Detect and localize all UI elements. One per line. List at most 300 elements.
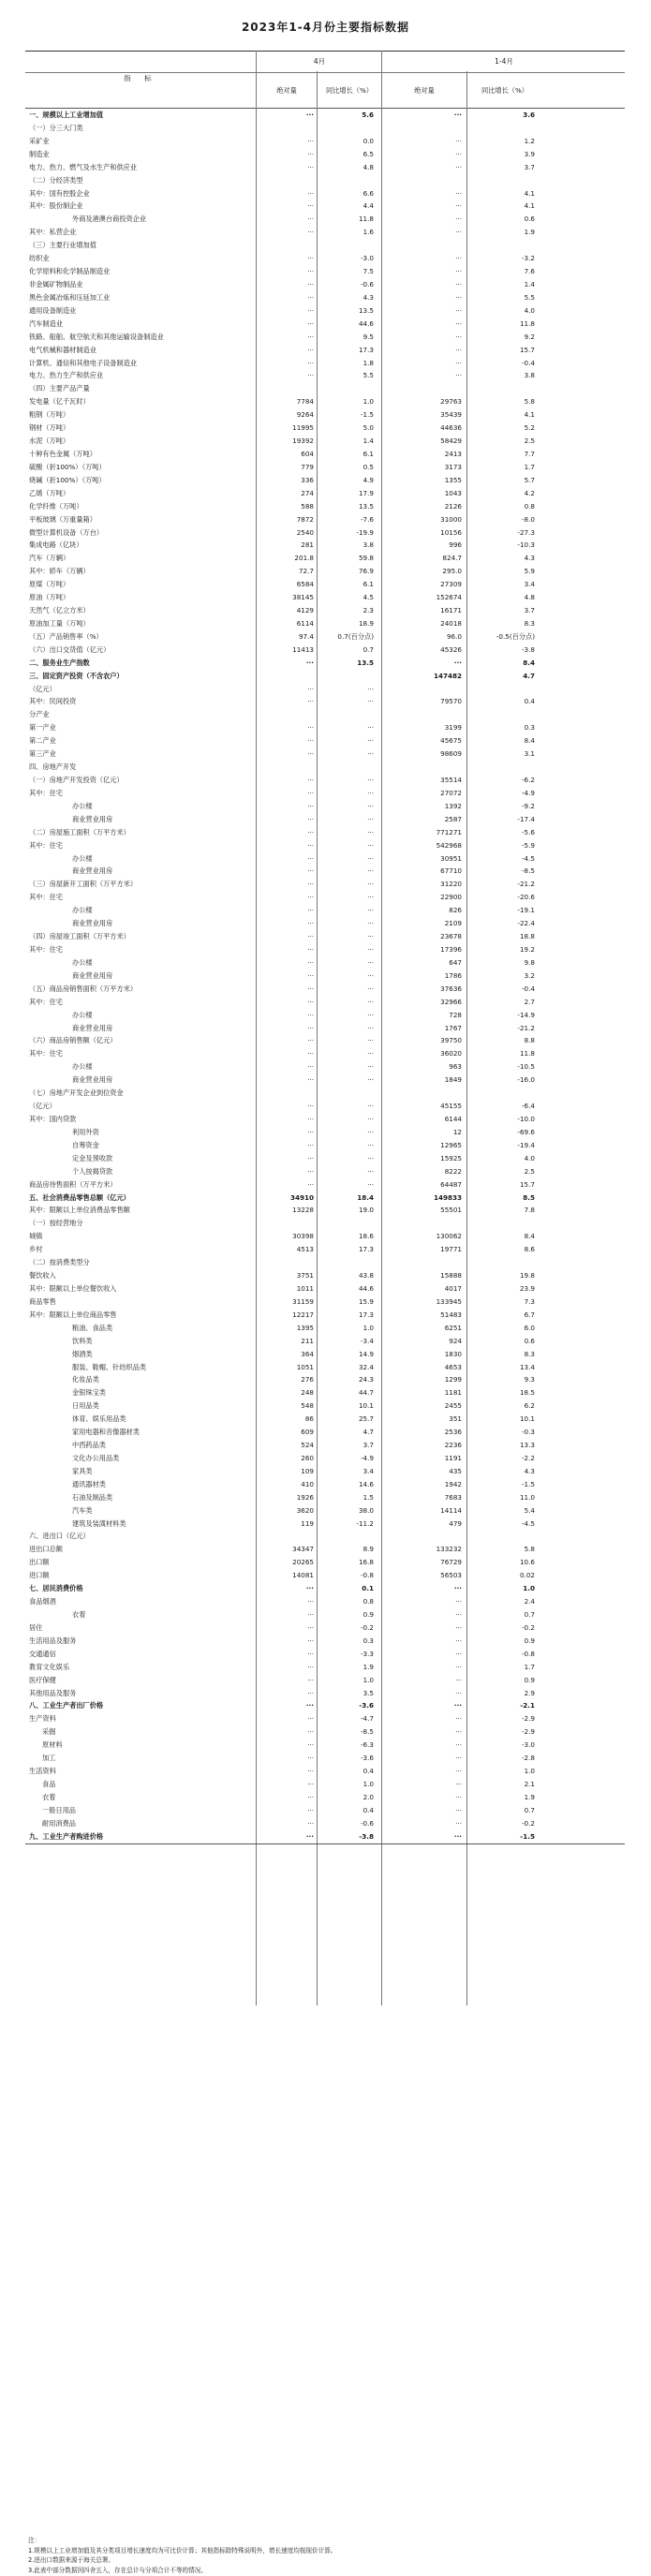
ytd-value: 1299 (444, 1375, 462, 1384)
april-value: 97.4 (298, 631, 314, 641)
ytd-value: 56503 (440, 1571, 462, 1580)
table-row (25, 448, 625, 461)
ytd-value: 963 (449, 1062, 462, 1072)
table-row (25, 813, 625, 826)
april-growth: 19.0 (358, 1206, 374, 1215)
ytd-growth: -9.2 (521, 801, 535, 810)
april-growth: ··· (367, 788, 374, 797)
table-row (25, 487, 625, 500)
april-value: ··· (307, 1140, 314, 1149)
april-value: ··· (307, 1166, 314, 1176)
april-growth: ··· (367, 1036, 374, 1045)
ytd-growth: 2.5 (524, 1166, 535, 1176)
april-value: ··· (307, 318, 314, 328)
april-value: 6584 (296, 580, 314, 589)
table-row (25, 344, 625, 357)
april-growth: 16.8 (358, 1558, 374, 1567)
ytd-value: ··· (455, 267, 462, 276)
ytd-value: ··· (455, 358, 462, 367)
header-indicator: 指 标 (25, 51, 257, 106)
april-value: ··· (307, 1780, 314, 1788)
april-growth: 6.1 (362, 449, 374, 458)
ytd-value: 45326 (440, 644, 462, 654)
ytd-growth: 4.8 (524, 593, 535, 602)
row-label: 第一产业 (29, 723, 56, 733)
ytd-growth: -0.2 (521, 1622, 535, 1632)
row-label: 服装、鞋帽、针纺织品类 (72, 1362, 147, 1371)
row-label: （四）房屋竣工面积（万平方米） (29, 932, 130, 941)
april-growth: 17.3 (358, 1310, 374, 1319)
row-label: 饮料类 (72, 1336, 93, 1345)
april-value: 410 (301, 1479, 314, 1488)
row-label: 商业营业用房 (72, 1023, 113, 1032)
april-growth: -19.9 (356, 527, 374, 537)
april-growth: 15.9 (358, 1296, 374, 1306)
april-value: 4129 (296, 606, 314, 615)
ytd-growth: -20.6 (517, 893, 535, 902)
april-value: ··· (307, 723, 314, 733)
april-value: 1011 (296, 1283, 314, 1293)
april-value: ··· (305, 1831, 314, 1841)
table-row (25, 435, 625, 448)
ytd-value: 2413 (444, 449, 462, 458)
april-growth: 0.4 (362, 1767, 374, 1776)
row-label: 第三产业 (29, 749, 56, 759)
april-growth: 0.1 (362, 1584, 374, 1593)
row-label: 汽车（万辆） (29, 554, 70, 563)
table-row (25, 474, 625, 487)
table-row (25, 683, 625, 696)
april-value: 1926 (296, 1492, 314, 1502)
april-value: ··· (307, 358, 314, 367)
table-row (25, 761, 625, 774)
table-row (25, 1348, 625, 1361)
row-label: 采矿业 (29, 136, 50, 145)
ytd-value: ··· (455, 201, 462, 211)
table-row (25, 422, 625, 435)
row-label: 商品房待售面积（万平方米） (29, 1179, 117, 1189)
april-value: 609 (301, 1428, 314, 1437)
table-row (25, 278, 625, 291)
ytd-growth: 1.9 (524, 228, 535, 237)
ytd-growth: 4.1 (524, 188, 535, 198)
row-label: 办公楼 (72, 906, 93, 915)
april-growth: 3.7 (362, 1441, 374, 1450)
ytd-growth: 18.8 (519, 932, 535, 941)
april-growth: ··· (367, 932, 374, 941)
ytd-value: 2236 (444, 1441, 462, 1450)
ytd-growth: 15.7 (519, 345, 535, 354)
table-row (25, 1243, 625, 1256)
row-label: 平板玻璃（万重量箱） (29, 514, 96, 524)
april-value: ··· (307, 776, 314, 785)
ytd-value: 27309 (440, 580, 462, 589)
table-row (25, 135, 625, 148)
ytd-growth: 0.02 (519, 1571, 535, 1580)
ytd-growth: -4.9 (521, 788, 535, 797)
april-growth: 14.6 (358, 1479, 374, 1488)
ytd-growth: 7.6 (524, 267, 535, 276)
ytd-growth: 5.2 (524, 423, 535, 433)
ytd-growth: 0.8 (524, 501, 535, 511)
ytd-value: 824.7 (442, 554, 462, 563)
ytd-growth: -0.4 (521, 984, 535, 993)
table-row (25, 865, 625, 878)
table-row (25, 1309, 625, 1322)
table-row (25, 148, 625, 161)
ytd-growth: 3.7 (524, 606, 535, 615)
april-growth: 0.5 (362, 462, 374, 471)
april-growth: 4.4 (362, 201, 374, 211)
ytd-growth: 3.2 (524, 970, 535, 980)
ytd-value: 3173 (444, 462, 462, 471)
ytd-growth: 0.7 (524, 1805, 535, 1814)
ytd-value: 76729 (440, 1558, 462, 1567)
april-growth: ··· (367, 1127, 374, 1136)
row-label: 五、社会消费品零售总额（亿元） (29, 1192, 130, 1202)
april-value: ··· (307, 215, 314, 224)
row-label: （四）主要产品产量 (29, 384, 90, 393)
row-label: 教育文化娱乐 (29, 1662, 70, 1671)
row-label: 办公楼 (72, 1010, 93, 1019)
april-value: ··· (307, 970, 314, 980)
april-value: ··· (307, 1127, 314, 1136)
table-row (25, 382, 625, 395)
ytd-value: 2587 (444, 814, 462, 823)
table-row (25, 1712, 625, 1725)
row-label: （二）房屋施工面积（万平方米） (29, 827, 130, 836)
ytd-growth: 5.4 (524, 1505, 535, 1515)
table-row (25, 1699, 625, 1712)
ytd-growth: 8.3 (524, 1349, 535, 1358)
april-value: 119 (301, 1518, 314, 1528)
april-growth: 5.5 (362, 371, 374, 380)
april-value: ··· (307, 292, 314, 302)
row-label: 黑色金属冶炼和压延加工业 (29, 292, 111, 302)
table-row (25, 200, 625, 213)
row-label: 天然气（亿立方米） (29, 606, 90, 615)
april-value: ··· (307, 1036, 314, 1045)
ytd-value: ··· (455, 279, 462, 289)
ytd-value: 1849 (444, 1075, 462, 1085)
april-growth: 5.6 (362, 111, 374, 119)
table-row (25, 1478, 625, 1491)
ytd-value: 647 (449, 957, 462, 967)
table-row (25, 213, 625, 226)
ytd-growth: 2.9 (524, 1688, 535, 1697)
table-row (25, 1139, 625, 1152)
table-row (25, 1230, 625, 1243)
ytd-value: ··· (455, 1662, 462, 1671)
ytd-value: 351 (449, 1414, 462, 1424)
table-row (25, 513, 625, 526)
april-growth: ··· (367, 1075, 374, 1085)
table-row (25, 774, 625, 787)
table-row (25, 1504, 625, 1517)
april-growth: ··· (367, 997, 374, 1006)
april-value: 13228 (292, 1206, 314, 1215)
table-row (25, 1047, 625, 1060)
ytd-growth: 19.8 (519, 1271, 535, 1281)
april-value: ··· (307, 1714, 314, 1724)
april-growth: 38.0 (358, 1505, 374, 1515)
ytd-growth: -17.4 (517, 814, 535, 823)
april-growth: 25.7 (358, 1414, 374, 1424)
table-row (25, 1817, 625, 1830)
table-row (25, 721, 625, 734)
april-value: ··· (307, 1075, 314, 1085)
april-value: 109 (301, 1466, 314, 1475)
april-value: 6114 (296, 618, 314, 628)
ytd-growth: -8.5 (521, 866, 535, 876)
ytd-value: 133232 (436, 1545, 462, 1554)
april-growth: 13.5 (357, 658, 374, 667)
ytd-value: 30951 (440, 853, 462, 863)
table-row (25, 226, 625, 239)
table-row (25, 500, 625, 513)
april-growth: 1.0 (362, 1675, 374, 1684)
ytd-growth: -3.8 (521, 644, 535, 654)
april-growth: -4.7 (360, 1714, 374, 1724)
table-row (25, 630, 625, 644)
ytd-growth: -0.5(百分点) (496, 631, 535, 641)
april-value: ··· (307, 853, 314, 863)
april-growth: 1.0 (362, 397, 374, 407)
row-label: 化学原料和化学制品制造业 (29, 267, 111, 276)
april-value: ··· (307, 1805, 314, 1814)
ytd-growth: -10.5 (517, 1062, 535, 1072)
row-label: 乡村 (29, 1245, 43, 1254)
ytd-value: ··· (455, 1636, 462, 1645)
row-label: 原油（万吨） (29, 593, 70, 602)
april-growth: -3.4 (360, 1336, 374, 1345)
april-value: 34910 (289, 1192, 314, 1202)
april-growth: ··· (367, 893, 374, 902)
april-value: ··· (307, 1010, 314, 1019)
table-row (25, 304, 625, 318)
april-growth: 3.8 (362, 540, 374, 550)
ytd-value: 1942 (444, 1479, 462, 1488)
row-label: 其中：住宅 (29, 945, 63, 954)
table-row (25, 161, 625, 174)
april-growth: ··· (367, 827, 374, 836)
april-value: 3620 (296, 1505, 314, 1515)
ytd-growth: 0.4 (524, 697, 535, 706)
ytd-growth: 8.5 (523, 1192, 535, 1202)
april-value: 260 (301, 1453, 314, 1462)
ytd-value: 1181 (444, 1388, 462, 1398)
april-growth: 59.8 (358, 554, 374, 563)
april-growth: 43.8 (358, 1271, 374, 1281)
ytd-growth: 1.2 (524, 136, 535, 145)
april-growth: 17.3 (358, 345, 374, 354)
april-value: ··· (307, 814, 314, 823)
ytd-growth: -3.0 (521, 1740, 535, 1750)
ytd-value: ··· (455, 1714, 462, 1724)
april-value: 364 (301, 1349, 314, 1358)
row-label: 集成电路（亿块） (29, 540, 83, 550)
ytd-value: 22900 (440, 893, 462, 902)
row-label: 利用外资 (72, 1127, 99, 1136)
row-label: 一般日用品 (42, 1805, 76, 1814)
table-row (25, 917, 625, 930)
april-growth: ··· (367, 1140, 374, 1149)
table-row (25, 1204, 625, 1217)
april-value: ··· (307, 1102, 314, 1111)
ytd-value: 4017 (444, 1283, 462, 1293)
row-label: （六）商品房销售额（亿元） (29, 1036, 117, 1045)
row-label: （五）商品房销售面积（万平方米） (29, 984, 138, 993)
ytd-growth: 6.2 (524, 1401, 535, 1411)
footnote: 1.规模以上工业增加值及其分类项目增长速度均为可比价计算；其他指标除特殊说明外，增长速度均按现价计算。 (28, 2546, 337, 2554)
ytd-growth: 4.3 (524, 554, 535, 563)
ytd-growth: -27.3 (517, 527, 535, 537)
april-value: ··· (307, 684, 314, 693)
ytd-growth: 1.7 (524, 462, 535, 471)
ytd-value: 12 (452, 1127, 462, 1136)
row-label: 电力、热力、燃气及水生产和供应业 (29, 162, 138, 171)
row-label: 商业营业用房 (72, 919, 113, 928)
ytd-value: ··· (455, 1727, 462, 1737)
april-growth: 5.0 (362, 423, 374, 433)
april-value: ··· (305, 111, 314, 119)
row-label: 交通通信 (29, 1649, 56, 1658)
table-row (25, 552, 625, 565)
table-row (25, 670, 625, 683)
april-growth: 10.1 (358, 1401, 374, 1411)
ytd-growth: -2.1 (520, 1701, 535, 1710)
ytd-growth: 18.5 (519, 1388, 535, 1398)
ytd-value: 14114 (440, 1505, 462, 1515)
table-row (25, 239, 625, 252)
ytd-value: 2126 (444, 501, 462, 511)
ytd-value: 79570 (440, 697, 462, 706)
april-value: ··· (307, 371, 314, 380)
april-growth: 1.5 (362, 1492, 374, 1502)
ytd-value: 29763 (440, 397, 462, 407)
ytd-value: ··· (453, 1701, 462, 1710)
row-label: 其中：国有控股企业 (29, 188, 90, 198)
ytd-growth: 2.5 (524, 437, 535, 446)
ytd-value: 24018 (440, 618, 462, 628)
ytd-value: 7683 (444, 1492, 462, 1502)
ytd-value: 67710 (440, 866, 462, 876)
april-growth: 44.6 (358, 318, 374, 328)
april-value: 274 (301, 488, 314, 497)
april-growth: 17.9 (358, 488, 374, 497)
april-growth: ··· (367, 736, 374, 746)
ytd-growth: 8.4 (524, 736, 535, 746)
ytd-value: ··· (455, 1622, 462, 1632)
ytd-value: 4653 (444, 1362, 462, 1371)
row-label: 生产资料 (29, 1714, 56, 1724)
april-value: 34347 (292, 1545, 314, 1554)
ytd-value: ··· (455, 1792, 462, 1801)
ytd-growth: 1.9 (524, 1792, 535, 1801)
ytd-value: ··· (455, 162, 462, 171)
april-growth: 44.6 (358, 1283, 374, 1293)
ytd-growth: 2.7 (524, 997, 535, 1006)
april-value: ··· (307, 279, 314, 289)
april-growth: 1.6 (362, 228, 374, 237)
april-growth: ··· (367, 684, 374, 693)
april-growth: ··· (367, 945, 374, 954)
april-growth: 1.0 (362, 1323, 374, 1332)
april-value: ··· (307, 228, 314, 237)
table-row (25, 265, 625, 278)
ytd-growth: -4.5 (521, 853, 535, 863)
ytd-value: ··· (453, 111, 462, 119)
april-growth: 2.0 (362, 1792, 374, 1801)
ytd-value: ··· (455, 305, 462, 315)
row-label: 钢材（万吨） (29, 423, 70, 433)
april-growth: ··· (367, 697, 374, 706)
april-value: 4513 (296, 1245, 314, 1254)
ytd-value: 1392 (444, 801, 462, 810)
ytd-value: 826 (449, 906, 462, 915)
ytd-growth: 9.2 (524, 332, 535, 341)
april-value: 276 (301, 1375, 314, 1384)
row-label: 生活资料 (29, 1767, 56, 1776)
april-growth: 0.9 (362, 1610, 374, 1620)
table-row (25, 930, 625, 943)
ytd-growth: 10.1 (519, 1414, 535, 1424)
row-label: 餐饮收入 (29, 1271, 56, 1281)
row-label: 商品零售 (29, 1296, 56, 1306)
april-growth: ··· (367, 970, 374, 980)
table-row (25, 1426, 625, 1439)
ytd-value: ··· (455, 1740, 462, 1750)
april-growth: 6.1 (362, 580, 374, 589)
ytd-value: ··· (455, 1688, 462, 1697)
april-value: ··· (307, 1062, 314, 1072)
table-row (25, 291, 625, 304)
row-label: 城镇 (29, 1232, 43, 1241)
april-value: 11413 (292, 644, 314, 654)
row-label: 办公楼 (72, 853, 93, 863)
ytd-value: ··· (455, 1754, 462, 1763)
row-label: 外商及港澳台商投资企业 (72, 215, 147, 224)
april-value: ··· (307, 984, 314, 993)
april-value: ··· (307, 1727, 314, 1737)
april-growth: 11.8 (358, 215, 374, 224)
april-growth: ··· (367, 1102, 374, 1111)
april-value: 524 (301, 1441, 314, 1450)
ytd-growth: 13.4 (519, 1362, 535, 1371)
ytd-value: ··· (455, 149, 462, 158)
april-value: ··· (307, 697, 314, 706)
ytd-growth: -2.9 (521, 1727, 535, 1737)
row-label: 四、房地产开发 (29, 762, 77, 772)
row-label: 食品烟酒 (29, 1597, 56, 1606)
row-label: 衣着 (72, 1610, 86, 1620)
ytd-growth: 8.3 (524, 618, 535, 628)
april-growth: 2.3 (362, 606, 374, 615)
ytd-value: 12965 (440, 1140, 462, 1149)
ytd-value: 728 (449, 1010, 462, 1019)
ytd-growth: 8.4 (523, 658, 535, 667)
ytd-growth: 13.3 (519, 1441, 535, 1450)
april-growth: 0.8 (362, 1597, 374, 1606)
row-label: 制造业 (29, 149, 50, 158)
ytd-growth: 0.3 (524, 723, 535, 733)
april-growth: -3.6 (359, 1701, 374, 1710)
april-growth: -0.8 (360, 1571, 374, 1580)
table-row (25, 1373, 625, 1386)
april-growth: 1.0 (362, 1780, 374, 1788)
april-value: ··· (305, 1584, 314, 1593)
table-row (25, 318, 625, 331)
